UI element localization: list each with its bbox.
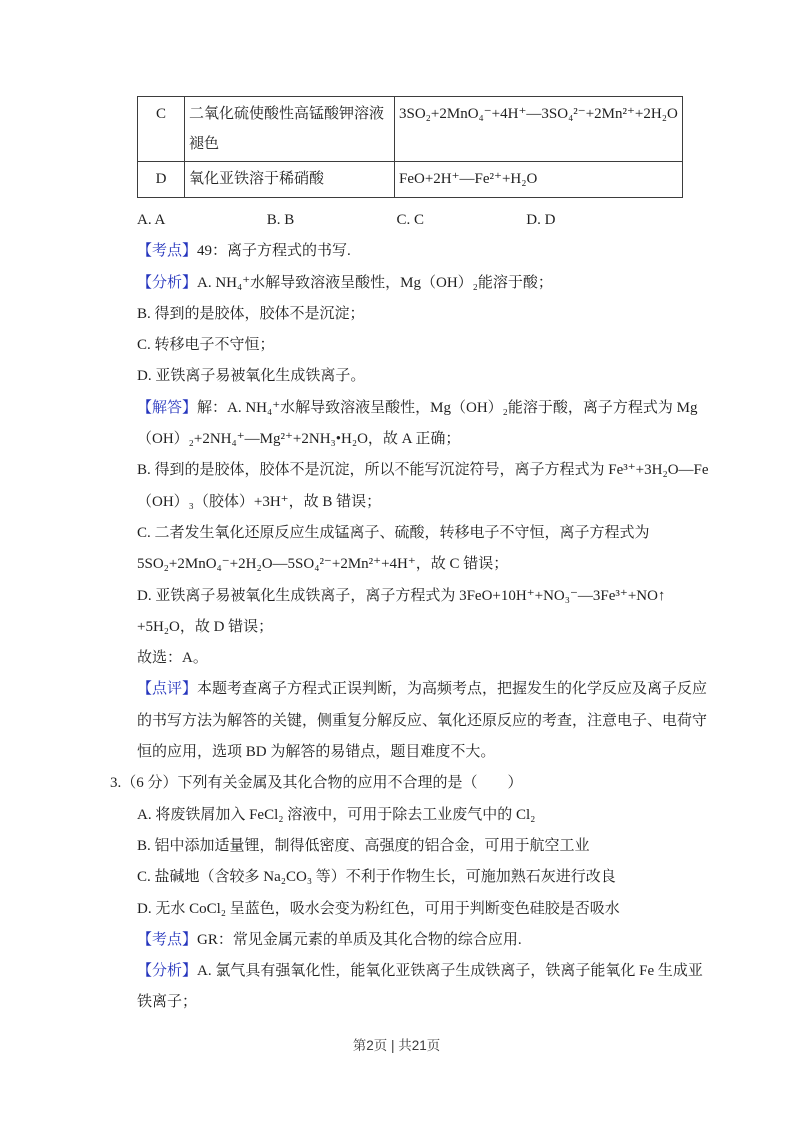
ionic-equation-table — [137, 96, 683, 198]
question-option: D. 无水 CoCl₂ 呈蓝色，吸水会变为粉红色，可用于判断变色硅胶是否吸水 — [137, 900, 620, 917]
fenxi-text: A. NH₄⁺水解导致溶液呈酸性，Mg（OH）₂能溶于酸； — [197, 274, 553, 291]
jieda-line: （OH）₃（胶体）+3H⁺，故 B 错误； — [137, 493, 382, 510]
dianping-label: 【点评】 — [137, 681, 198, 698]
table-cell-description: 二氧化硫使酸性高锰酸钾溶液褪色 — [185, 97, 395, 162]
dianping-line — [137, 674, 708, 705]
fenxi-label: 【分析】 — [137, 963, 198, 980]
table-row — [138, 97, 683, 162]
answer-choice-a: A. A — [137, 212, 166, 228]
jieda-line: +5H₂O，故 D 错误； — [137, 618, 274, 635]
kaodian-line — [137, 236, 697, 267]
dianping-text: 本题考查离子方程式正误判断，为高频考点，把握发生的化学反应及离子反应 — [197, 681, 708, 698]
table-cell-option-letter: D — [138, 162, 185, 198]
jieda-label: 【解答】 — [137, 399, 198, 416]
dianping-line: 恒的应用，选项 BD 为解答的易错点，题目难度不大。 — [137, 744, 496, 761]
fenxi-line — [137, 956, 703, 987]
page-footer: 第2页 | 共21页 — [352, 1038, 441, 1053]
fenxi-line: B. 得到的是胶体，胶体不是沉淀； — [137, 305, 365, 322]
fenxi-line: C. 转移电子不守恒； — [137, 337, 275, 354]
answer-choices-row — [137, 205, 697, 236]
fenxi-label: 【分析】 — [137, 274, 198, 291]
jieda-line: C. 二者发生氧化还原反应生成锰离子、硫酸，转移电子不守恒，离子方程式为 — [137, 524, 650, 541]
dianping-line: 的书写方法为解答的关键，侧重复分解反应、氧化还原反应的考查，注意电子、电荷守 — [137, 712, 708, 729]
jieda-text: 解：A. NH₄⁺水解导致溶液呈酸性，Mg（OH）₂能溶于酸，离子方程式为 Mg — [197, 399, 698, 416]
fenxi-line: D. 亚铁离子易被氧化生成铁离子。 — [137, 368, 366, 385]
table-cell-equation: FeO+2H⁺—Fe²⁺+H₂O — [395, 162, 683, 198]
table-cell-option-letter: C — [138, 97, 185, 162]
table-cell-equation: 3SO₂+2MnO₄⁻+4H⁺—3SO₄²⁻+2Mn²⁺+2H₂O — [395, 97, 683, 162]
kaodian-line — [137, 925, 697, 956]
jieda-line: 5SO₂+2MnO₄⁻+2H₂O—5SO₄²⁻+2Mn²⁺+4H⁺，故 C 错误； — [137, 556, 509, 573]
answer-choice-d: D. D — [526, 212, 556, 228]
kaodian-text: 49：离子方程式的书写. — [197, 243, 351, 260]
question-option: B. 铝中添加适量锂，制得低密度、高强度的铝合金，可用于航空工业 — [137, 837, 590, 854]
question-option: A. 将废铁屑加入 FeCl₂ 溶液中，可用于除去工业废气中的 Cl₂ — [137, 806, 536, 823]
question-number: 3. — [110, 775, 122, 792]
document-body — [110, 205, 709, 1019]
fenxi-line: 铁离子； — [137, 994, 198, 1011]
jieda-line: （OH）₂+2NH₄⁺—Mg²⁺+2NH₃•H₂O，故 A 正确； — [137, 431, 461, 448]
jieda-line — [137, 393, 697, 424]
kaodian-label: 【考点】 — [137, 243, 198, 260]
kaodian-text: GR：常见金属元素的单质及其化合物的综合应用. — [197, 931, 522, 948]
jieda-line: D. 亚铁离子易被氧化生成铁离子，离子方程式为 3FeO+10H⁺+NO₃⁻—3Fe³⁺+NO↑ — [137, 587, 666, 604]
table-cell-description: 氧化亚铁溶于稀硝酸 — [185, 162, 395, 198]
fenxi-text: A. 氯气具有强氧化性，能氧化亚铁离子生成铁离子，铁离子能氧化 Fe 生成亚 — [197, 963, 703, 980]
answer-choice-b: B. B — [266, 212, 295, 228]
fenxi-line — [137, 268, 697, 299]
kaodian-label: 【考点】 — [137, 931, 198, 948]
question-3-stem — [110, 768, 697, 799]
answer-conclusion: 故选：A。 — [137, 650, 208, 667]
question-option: C. 盐碱地（含较多 Na₂CO₃ 等）不利于作物生长，可施加熟石灰进行改良 — [137, 869, 616, 886]
answer-choice-c: C. C — [396, 212, 425, 228]
table-row — [138, 162, 683, 198]
question-stem-text: （6 分）下列有关金属及其化合物的应用不合理的是（ ） — [121, 775, 523, 792]
jieda-line: B. 得到的是胶体，胶体不是沉淀，所以不能写沉淀符号，离子方程式为 Fe³⁺+3H₂O—Fe — [137, 462, 709, 479]
